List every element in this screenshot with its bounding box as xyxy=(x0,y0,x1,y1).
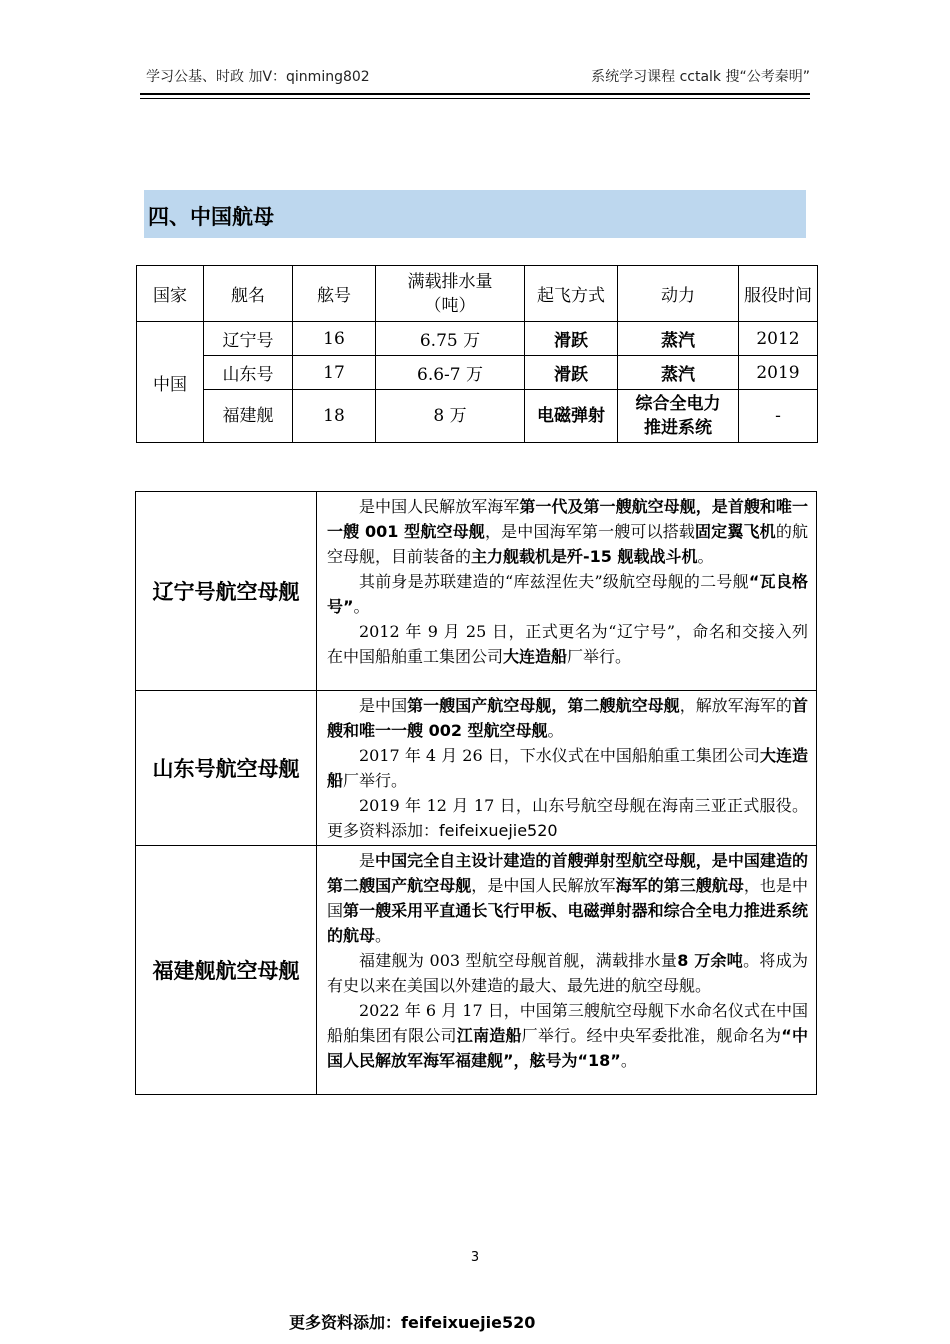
table-header-row xyxy=(137,266,818,322)
header-left-text: 学习公基、时政 加V：qinming802 xyxy=(146,69,370,85)
detail-label: 福建舰航空母舰 xyxy=(136,846,317,1095)
launch-cell: 电磁弹射 xyxy=(525,390,618,443)
power-cell: 蒸汽 xyxy=(618,322,739,356)
detail-paragraph: 是中国人民解放军海军第一代及第一艘航空母舰，是首艘和唯一一艘 001 型航空母舰，是中国海军第一艘可以搭载固定翼飞机的航空母舰，目前装备的主力舰载机是歼-15 舰载战斗机。 xyxy=(327,497,808,566)
col-header-country: 国家 xyxy=(137,266,204,322)
number-cell: 17 xyxy=(293,356,376,390)
col-header-name: 舰名 xyxy=(204,266,293,322)
footer-text: 更多资料添加：feifeixuejie520 xyxy=(289,1313,536,1332)
header-divider xyxy=(140,93,810,99)
name-cell: 山东号 xyxy=(204,356,293,390)
launch-cell: 滑跃 xyxy=(525,322,618,356)
detail-row-shandong xyxy=(136,691,817,846)
col-header-service: 服役时间 xyxy=(739,266,818,322)
col-header-launch: 起飞方式 xyxy=(525,266,618,322)
detail-paragraph: 2017 年 4 月 26 日，下水仪式在中国船舶重工集团公司大连造船厂举行。 xyxy=(327,746,808,790)
carrier-detail-table xyxy=(135,491,817,1095)
number-cell: 18 xyxy=(293,390,376,443)
launch-cell: 滑跃 xyxy=(525,356,618,390)
detail-paragraph: 是中国完全自主设计建造的首艘弹射型航空母舰，是中国建造的第二艘国产航空母舰，是中国人民解放军海军的第三艘航母，也是中国第一艘采用平直通长飞行甲板、电磁弹射器和综合全电力推进系统的航母。 xyxy=(327,851,808,945)
detail-paragraph: 其前身是苏联建造的“库兹涅佐夫”级航空母舰的二号舰“瓦良格号”。 xyxy=(327,572,808,616)
displacement-cell: 8 万 xyxy=(376,390,525,443)
section-title: 四、中国航母 xyxy=(148,205,274,229)
detail-row-fujian xyxy=(136,846,817,1095)
detail-paragraph: 福建舰为 003 型航空母舰首舰，满载排水量8 万余吨。将成为有史以来在美国以外建造的最大、最先进的航空母舰。 xyxy=(327,951,808,995)
displacement-cell: 6.75 万 xyxy=(376,322,525,356)
power-cell: 蒸汽 xyxy=(618,356,739,390)
detail-paragraph: 2012 年 9 月 25 日，正式更名为“辽宁号”，命名和交接入列在中国船舶重工集团公司大连造船厂举行。 xyxy=(327,622,808,666)
detail-body xyxy=(317,846,817,1095)
displacement-cell: 6.6-7 万 xyxy=(376,356,525,390)
number-cell: 16 xyxy=(293,322,376,356)
detail-paragraph: 是中国第一艘国产航空母舰，第二艘航空母舰，解放军海军的首艘和唯一一艘 002 型航空母舰。 xyxy=(327,696,808,740)
name-cell: 辽宁号 xyxy=(204,322,293,356)
page-number: 3 xyxy=(470,1250,480,1265)
header-right-text: 系统学习课程 cctalk 搜“公考秦明” xyxy=(591,69,810,85)
name-cell: 福建舰 xyxy=(204,390,293,443)
service-cell: 2019 xyxy=(739,356,818,390)
section-heading-bar xyxy=(144,190,806,238)
detail-paragraph: 2019 年 12 月 17 日，山东号航空母舰在海南三亚正式服役。更多资料添加：feifeixuejie520 xyxy=(327,796,808,840)
power-cell: 综合全电力推进系统 xyxy=(618,390,739,443)
detail-body xyxy=(317,492,817,691)
detail-label: 山东号航空母舰 xyxy=(136,691,317,846)
table-row xyxy=(137,356,818,390)
table-row xyxy=(137,322,818,356)
detail-label: 辽宁号航空母舰 xyxy=(136,492,317,691)
country-cell: 中国 xyxy=(137,322,204,443)
detail-body xyxy=(317,691,817,846)
service-cell: 2012 xyxy=(739,322,818,356)
service-cell: - xyxy=(739,390,818,443)
col-header-displacement: 满载排水量（吨） xyxy=(376,266,525,322)
detail-paragraph: 2022 年 6 月 17 日，中国第三艘航空母舰下水命名仪式在中国船舶集团有限公司江南造船厂举行。经中央军委批准，舰命名为“中国人民解放军海军福建舰”，舷号为“18”。 xyxy=(327,1001,808,1070)
detail-row-liaoning xyxy=(136,492,817,691)
table-row xyxy=(137,390,818,443)
carrier-summary-table xyxy=(136,265,818,443)
col-header-power: 动力 xyxy=(618,266,739,322)
col-header-hull-number: 舷号 xyxy=(293,266,376,322)
